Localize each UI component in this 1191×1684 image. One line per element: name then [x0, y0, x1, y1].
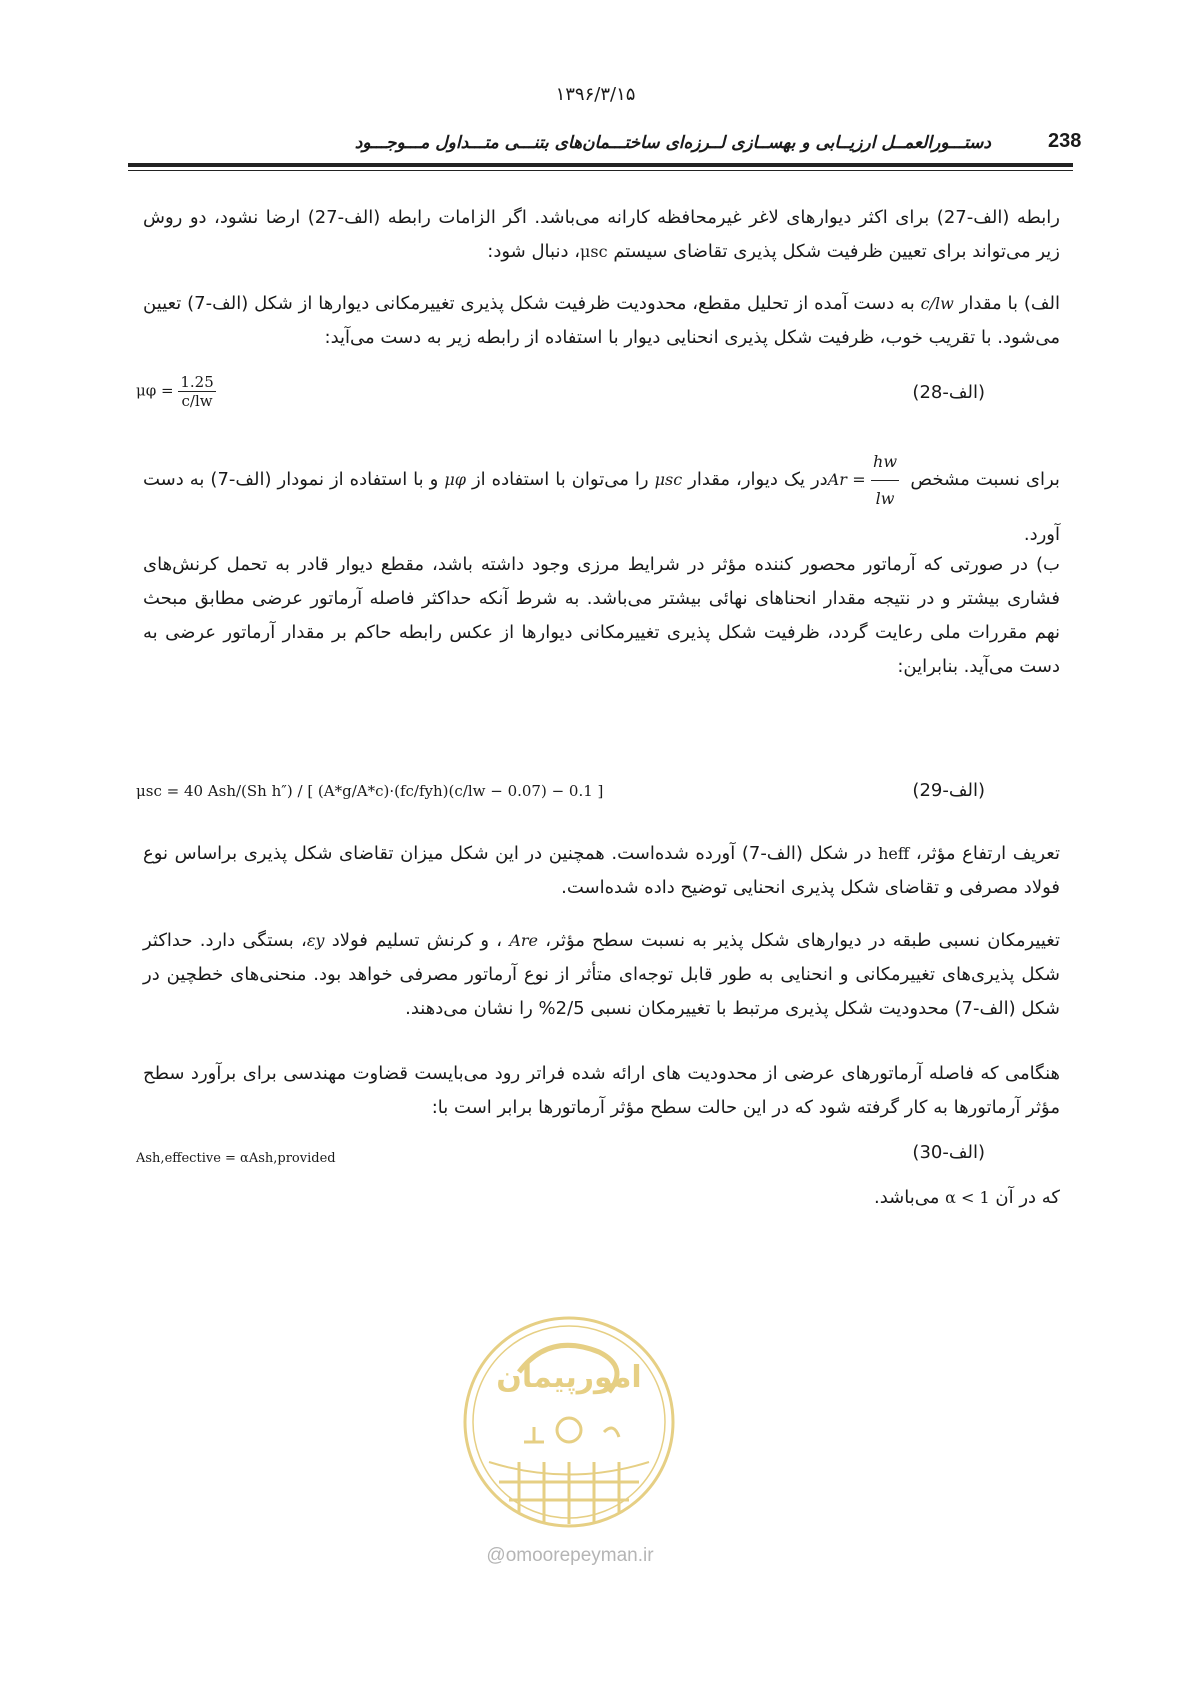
paragraph-6-text-b: ، و کرنش تسلیم فولاد — [331, 930, 503, 951]
header-rule-thin — [128, 170, 1073, 171]
ar-symbol — [827, 452, 905, 508]
c-over-lw-symbol: c/lw — [920, 294, 954, 313]
eq28-numerator: 1.25 — [180, 373, 214, 391]
paragraph-6 — [143, 924, 1060, 1026]
paragraph-3-start: برای نسبت مشخص — [910, 469, 1060, 490]
mu-sc-symbol: μsc — [580, 242, 608, 261]
h-eff-symbol: heff — [878, 844, 910, 863]
paragraph-8-start: که در آن — [995, 1187, 1060, 1208]
paragraph-8 — [143, 1181, 1060, 1215]
ar-lhs: Ar = — [827, 470, 866, 489]
eq28-denominator: c/lw — [181, 392, 213, 410]
watermark-at-icon: @ — [486, 1545, 506, 1566]
watermark-site-text: omoorepeyman.ir — [505, 1545, 654, 1566]
hw-numerator: hw — [871, 444, 899, 481]
date-stamp: ۱۳۹۶/۳/۱۵ — [555, 84, 636, 105]
equation-29: μsc = 40 Ash/(Sh h″) / [ (A*g/A*c)·(fc/fyh)(c/lw − 0.07) − 0.1 ] — [136, 782, 604, 800]
paragraph-3-text-b: در یک دیوار، مقدار — [688, 469, 828, 490]
page-number: 238 — [1048, 130, 1082, 152]
paragraph-2 — [143, 287, 1060, 355]
hw-over-lw-fraction — [871, 444, 899, 517]
watermark-logo — [459, 1312, 679, 1532]
equation-28-label: (الف-28) — [912, 382, 985, 403]
equation-30-label: (الف-30) — [912, 1142, 985, 1163]
paragraph-5 — [143, 837, 1060, 905]
paragraph-1-text: رابطه (الف-27) برای اکثر دیوارهای لاغر غیرمحافظه کارانه می‌باشد. اگر الزامات رابطه (الف-27) ارضا نشود، دو روش زیر می‌تواند برای تعیین ظرفیت شکل پذیری تقاضای سیستم — [143, 207, 1060, 262]
equation-28 — [136, 373, 216, 410]
paragraph-6-text-c: ، بستگی دارد. حداکثر شکل پذیری‌های تغییرمکانی و انحنایی به طور قابل توجه‌ای متأثر از نوع آرماتور مصرفی خواهد بود. منحنی‌های خطچین در شکل (الف-7) محدودیت شکل پذیری مرتبط با تغییرمکان نسبی 2/5% را نشان می‌دهند. — [143, 930, 1060, 1019]
header-rule-thick — [128, 163, 1073, 167]
mu-phi-symbol: μφ — [444, 470, 466, 489]
lw-denominator: lw — [875, 489, 895, 508]
paragraph-5-start: تعریف ارتفاع مؤثر، — [915, 843, 1060, 864]
paragraph-8-end: می‌باشد. — [873, 1187, 940, 1208]
watermark-logo-text: امورپیمان — [496, 1360, 642, 1395]
mu-sc-symbol-2: μsc — [654, 470, 683, 489]
paragraph-3-text-c: را می‌توان با استفاده از — [471, 469, 649, 490]
paragraph-2-start: الف) با مقدار — [959, 293, 1060, 314]
alpha-condition: α < 1 — [945, 1188, 990, 1207]
equation-30: Ash,effective = αAsh,provided — [136, 1151, 336, 1166]
book-title: دستـــورالعمــل ارزیــابی و بهســازی لــرزه‌ای ساختـــمان‌های بتنـــی متـــداول مـــوجـــود — [354, 133, 991, 153]
paragraph-5-text: در شکل (الف-7) آورده شده‌است. همچنین در این شکل میزان تقاضای شکل پذیری براساس نوع فولاد مصرفی و تقاضای شکل پذیری انحنایی توضیح داده شده‌است. — [143, 843, 1060, 898]
paragraph-1 — [143, 201, 1060, 269]
paragraph-3-text-d: و با استفاده از نمودار (الف-7) به دست آورد. — [143, 469, 1060, 545]
eq28-lhs: μφ = — [136, 381, 174, 400]
watermark-website — [455, 1545, 685, 1567]
paragraph-4: ب) در صورتی که آرماتور محصور کننده مؤثر در شرایط مرزی وجود داشته باشد، مقطع دیوار قادر به تحمل کرنش‌های فشاری بیشتر و در نتیجه مقدار انحناهای نهائی بیشتر می‌باشد. به شرط آنکه حداکثر فاصله آرماتور عرضی مطابق مبحث نهم مقررات ملی رعایت گردد، ظرفیت شکل پذیری تغییرمکانی دیوارها از عکس رابطه حاکم بر مقدار آرماتور عرضی به دست می‌آید. بنابراین: — [143, 554, 1060, 677]
paragraph-2-text: به دست آمده از تحلیل مقطع، محدودیت ظرفیت شکل پذیری تغییرمکانی دیوارها از شکل (الف-7) تعیین می‌شود. با تقریب خوب، ظرفیت شکل پذیری انحنایی دیوار با استفاده از رابطه زیر به دست می‌آید: — [143, 293, 1060, 348]
paragraph-1-end: ، دنبال شود: — [487, 241, 581, 262]
paragraph-6-start: تغییرمکان نسبی طبقه در دیوارهای شکل پذیر به نسبت سطح مؤثر، — [545, 930, 1060, 951]
epsilon-y-symbol: εy — [306, 931, 325, 950]
eq28-fraction — [178, 373, 215, 410]
paragraph-3 — [143, 444, 1060, 553]
paragraph-7: هنگامی که فاصله آرماتورهای عرضی از محدودیت های ارائه شده فراتر رود می‌بایست قضاوت مهندسی برای برآورد سطح مؤثر آرماتورها به کار گرفته شود که در این حالت سطح مؤثر آرماتورها برابر است با: — [143, 1063, 1060, 1118]
equation-29-label: (الف-29) — [912, 780, 985, 801]
are-symbol: Are — [509, 931, 539, 950]
